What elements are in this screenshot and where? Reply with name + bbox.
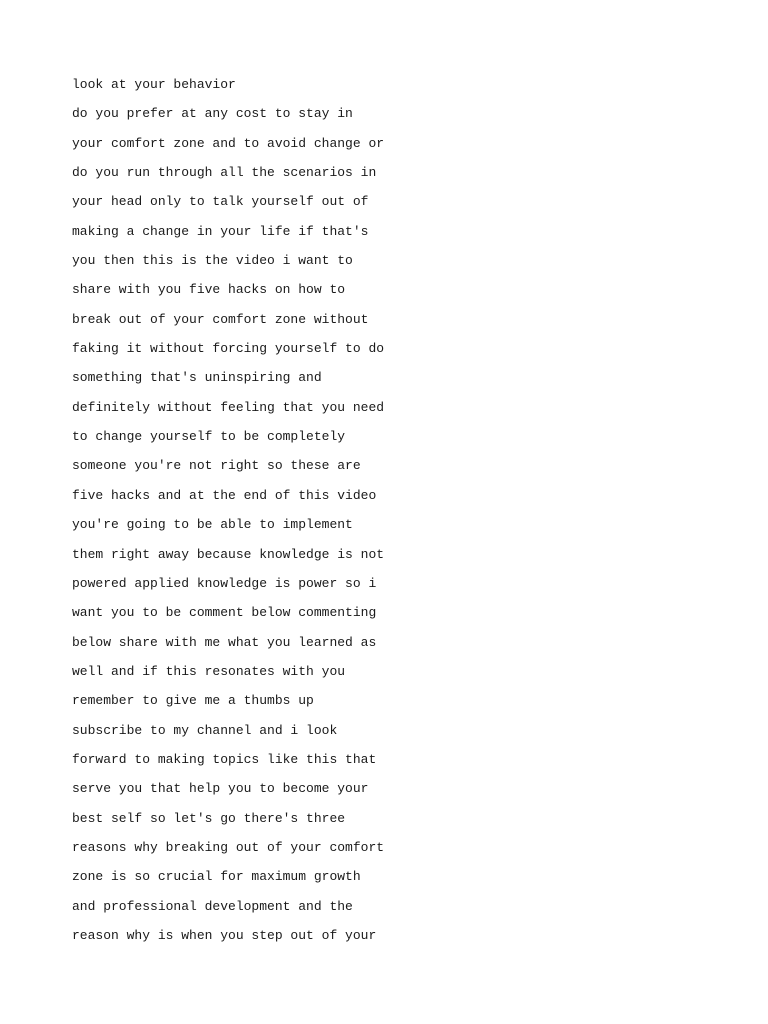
- transcript-line: faking it without forcing yourself to do: [72, 341, 385, 357]
- transcript-line: below share with me what you learned as: [72, 634, 377, 650]
- transcript-line: well and if this resonates with you: [72, 663, 346, 679]
- transcript-line: do you run through all the scenarios in: [72, 165, 377, 181]
- transcript-line: your head only to talk yourself out of: [72, 194, 369, 210]
- transcript-line: remember to give me a thumbs up: [72, 693, 314, 709]
- transcript-line: share with you five hacks on how to: [72, 282, 346, 298]
- transcript-line: making a change in your life if that's: [72, 223, 369, 239]
- transcript-line: reasons why breaking out of your comfort: [72, 839, 385, 855]
- transcript-line: and professional development and the: [72, 898, 353, 914]
- transcript-line: to change yourself to be completely: [72, 429, 346, 445]
- transcript-line: best self so let's go there's three: [72, 810, 346, 826]
- transcript-line: break out of your comfort zone without: [72, 311, 369, 327]
- transcript-line: five hacks and at the end of this video: [72, 487, 377, 503]
- transcript-line: reason why is when you step out of your: [72, 927, 377, 943]
- transcript-line: you then this is the video i want to: [72, 253, 353, 269]
- transcript-line: you're going to be able to implement: [72, 517, 353, 533]
- transcript-line: look at your behavior: [72, 77, 236, 92]
- transcript-line: something that's uninspiring and: [72, 370, 322, 386]
- transcript-text-block: [72, 70, 384, 950]
- transcript-line: someone you're not right so these are: [72, 458, 361, 474]
- transcript-line: them right away because knowledge is not: [72, 546, 385, 562]
- transcript-line: want you to be comment below commenting: [72, 605, 377, 621]
- transcript-line: your comfort zone and to avoid change or: [72, 135, 385, 151]
- transcript-line: forward to making topics like this that: [72, 751, 377, 767]
- transcript-line: serve you that help you to become your: [72, 781, 369, 797]
- transcript-line: zone is so crucial for maximum growth: [72, 869, 361, 885]
- transcript-line: subscribe to my channel and i look: [72, 722, 338, 738]
- transcript-line: definitely without feeling that you need: [72, 399, 385, 415]
- transcript-line: powered applied knowledge is power so i: [72, 575, 377, 591]
- transcript-line: do you prefer at any cost to stay in: [72, 106, 353, 122]
